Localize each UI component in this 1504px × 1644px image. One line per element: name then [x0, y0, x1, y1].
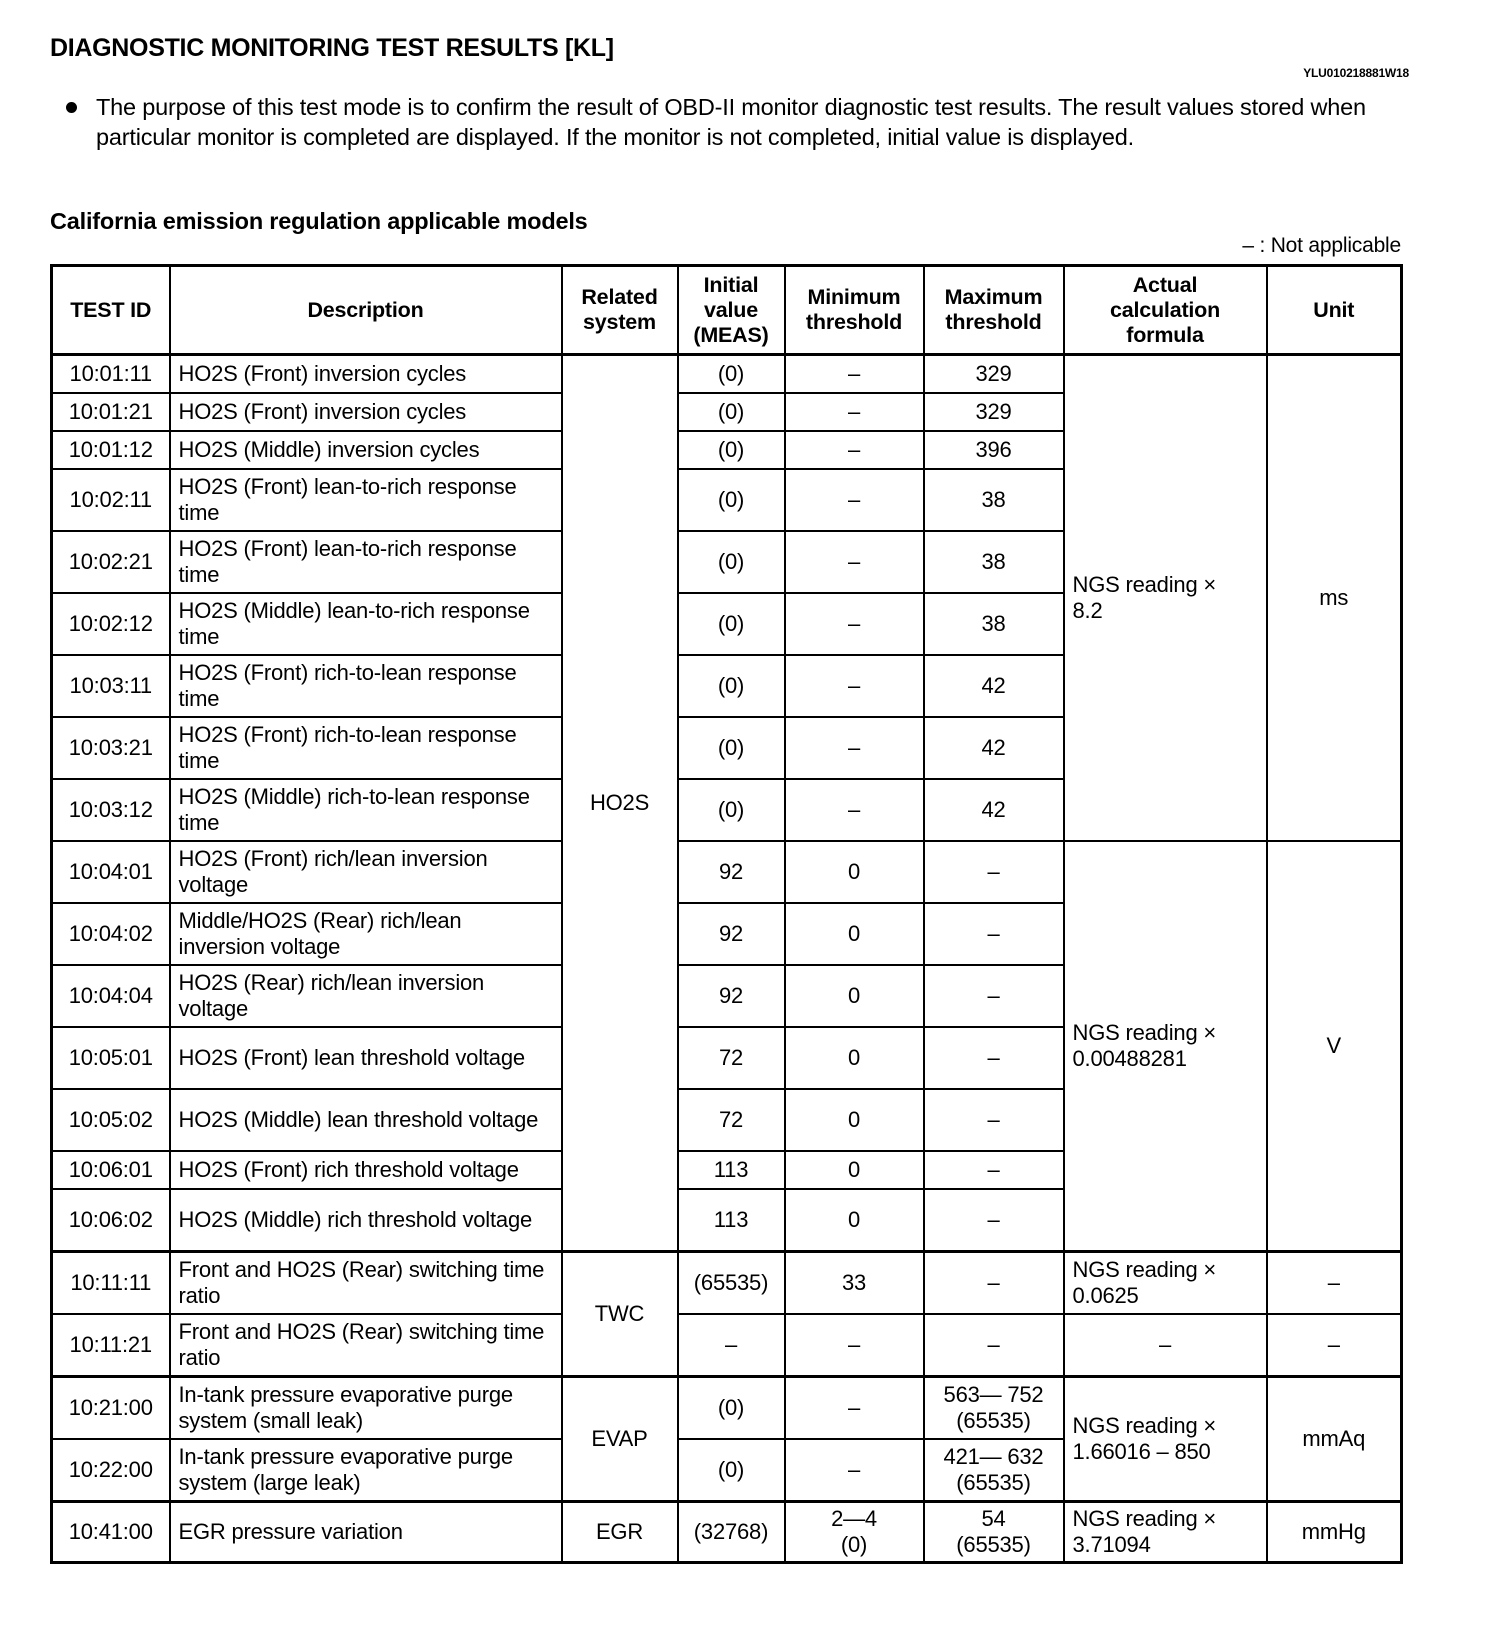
description: HO2S (Middle) inversion cycles	[170, 431, 562, 469]
max-threshold: 563— 752 (65535)	[924, 1377, 1064, 1440]
table-row	[52, 1502, 1402, 1563]
initial-value: (0)	[678, 531, 785, 593]
initial-value: 72	[678, 1027, 785, 1089]
initial-value: 113	[678, 1151, 785, 1189]
max-threshold: 329	[924, 355, 1064, 394]
col-header-description: Description	[170, 266, 562, 355]
description: HO2S (Rear) rich/lean inversion voltage	[170, 965, 562, 1027]
test-id: 10:04:04	[52, 965, 170, 1027]
min-threshold: –	[785, 1314, 924, 1377]
min-threshold: 2—4 (0)	[785, 1502, 924, 1563]
description: Middle/HO2S (Rear) rich/lean inversion voltage	[170, 903, 562, 965]
calculation-formula: NGS reading × 0.00488281	[1064, 841, 1267, 1252]
initial-value: (0)	[678, 393, 785, 431]
col-header-unit: Unit	[1267, 266, 1402, 355]
section-subtitle: California emission regulation applicable models	[50, 208, 588, 234]
initial-value: 92	[678, 965, 785, 1027]
initial-value: –	[678, 1314, 785, 1377]
initial-value: (0)	[678, 655, 785, 717]
min-threshold: 0	[785, 841, 924, 903]
table-row	[52, 355, 1402, 394]
description: HO2S (Front) rich/lean inversion voltage	[170, 841, 562, 903]
calculation-formula: NGS reading × 3.71094	[1064, 1502, 1267, 1563]
initial-value: (32768)	[678, 1502, 785, 1563]
max-threshold: –	[924, 965, 1064, 1027]
max-threshold: 42	[924, 655, 1064, 717]
min-threshold: 33	[785, 1252, 924, 1315]
description: EGR pressure variation	[170, 1502, 562, 1563]
col-header-min-threshold: Minimum threshold	[785, 266, 924, 355]
initial-value: (0)	[678, 469, 785, 531]
test-id: 10:05:01	[52, 1027, 170, 1089]
initial-value: 92	[678, 903, 785, 965]
test-id: 10:22:00	[52, 1439, 170, 1502]
max-threshold: –	[924, 1089, 1064, 1151]
bullet-icon	[66, 102, 77, 113]
description: HO2S (Front) rich-to-lean response time	[170, 655, 562, 717]
description: HO2S (Front) lean threshold voltage	[170, 1027, 562, 1089]
test-id: 10:03:11	[52, 655, 170, 717]
related-system: TWC	[562, 1252, 678, 1377]
unit: –	[1267, 1314, 1402, 1377]
max-threshold: –	[924, 1151, 1064, 1189]
min-threshold: –	[785, 593, 924, 655]
related-system: HO2S	[562, 355, 678, 1252]
max-threshold: 396	[924, 431, 1064, 469]
description: HO2S (Front) lean-to-rich response time	[170, 531, 562, 593]
min-threshold: 0	[785, 1151, 924, 1189]
min-threshold: –	[785, 1377, 924, 1440]
description: HO2S (Middle) rich threshold voltage	[170, 1189, 562, 1252]
max-threshold: 421— 632 (65535)	[924, 1439, 1064, 1502]
table-header-row	[52, 266, 1402, 355]
test-id: 10:04:02	[52, 903, 170, 965]
description: HO2S (Front) inversion cycles	[170, 393, 562, 431]
initial-value: 92	[678, 841, 785, 903]
test-id: 10:03:12	[52, 779, 170, 841]
not-applicable-legend: – : Not applicable	[1242, 234, 1401, 257]
test-id: 10:05:02	[52, 1089, 170, 1151]
description: Front and HO2S (Rear) switching time ratio	[170, 1314, 562, 1377]
test-id: 10:41:00	[52, 1502, 170, 1563]
min-threshold: –	[785, 655, 924, 717]
related-system: EVAP	[562, 1377, 678, 1502]
min-threshold: –	[785, 531, 924, 593]
unit: V	[1267, 841, 1402, 1252]
min-threshold: 0	[785, 1189, 924, 1252]
min-threshold: –	[785, 355, 924, 394]
page-title: DIAGNOSTIC MONITORING TEST RESULTS [KL]	[50, 34, 614, 62]
description: HO2S (Middle) lean threshold voltage	[170, 1089, 562, 1151]
initial-value: (0)	[678, 717, 785, 779]
max-threshold: –	[924, 1027, 1064, 1089]
max-threshold: 42	[924, 717, 1064, 779]
max-threshold: –	[924, 903, 1064, 965]
test-id: 10:04:01	[52, 841, 170, 903]
initial-value: (0)	[678, 1439, 785, 1502]
test-id: 10:06:02	[52, 1189, 170, 1252]
max-threshold: –	[924, 1189, 1064, 1252]
test-id: 10:03:21	[52, 717, 170, 779]
min-threshold: 0	[785, 965, 924, 1027]
document-id: YLU010218881W18	[1303, 66, 1409, 80]
col-header-initial-value: Initial value (MEAS)	[678, 266, 785, 355]
description: In-tank pressure evaporative purge system (small leak)	[170, 1377, 562, 1440]
max-threshold: 54 (65535)	[924, 1502, 1064, 1563]
min-threshold: –	[785, 431, 924, 469]
min-threshold: 0	[785, 1027, 924, 1089]
test-results-table	[50, 264, 1403, 1564]
min-threshold: –	[785, 717, 924, 779]
min-threshold: –	[785, 393, 924, 431]
table-row	[52, 841, 1402, 903]
calculation-formula: NGS reading × 8.2	[1064, 355, 1267, 842]
initial-value: 113	[678, 1189, 785, 1252]
description: HO2S (Front) rich-to-lean response time	[170, 717, 562, 779]
initial-value: (65535)	[678, 1252, 785, 1315]
unit: mmHg	[1267, 1502, 1402, 1563]
max-threshold: 42	[924, 779, 1064, 841]
min-threshold: 0	[785, 903, 924, 965]
unit: –	[1267, 1252, 1402, 1315]
description: HO2S (Middle) rich-to-lean response time	[170, 779, 562, 841]
test-id: 10:06:01	[52, 1151, 170, 1189]
description: HO2S (Front) lean-to-rich response time	[170, 469, 562, 531]
col-header-test-id: TEST ID	[52, 266, 170, 355]
unit: mmAq	[1267, 1377, 1402, 1502]
description: Front and HO2S (Rear) switching time ratio	[170, 1252, 562, 1315]
description: In-tank pressure evaporative purge system (large leak)	[170, 1439, 562, 1502]
test-id: 10:01:11	[52, 355, 170, 394]
max-threshold: –	[924, 841, 1064, 903]
calculation-formula: NGS reading × 1.66016 – 850	[1064, 1377, 1267, 1502]
col-header-max-threshold: Maximum threshold	[924, 266, 1064, 355]
max-threshold: –	[924, 1252, 1064, 1315]
test-id: 10:21:00	[52, 1377, 170, 1440]
min-threshold: 0	[785, 1089, 924, 1151]
min-threshold: –	[785, 779, 924, 841]
related-system: EGR	[562, 1502, 678, 1563]
test-id: 10:02:12	[52, 593, 170, 655]
col-header-formula: Actual calculation formula	[1064, 266, 1267, 355]
max-threshold: 329	[924, 393, 1064, 431]
calculation-formula: NGS reading × 0.0625	[1064, 1252, 1267, 1315]
test-id: 10:11:11	[52, 1252, 170, 1315]
initial-value: 72	[678, 1089, 785, 1151]
description: HO2S (Front) inversion cycles	[170, 355, 562, 394]
min-threshold: –	[785, 1439, 924, 1502]
table-row	[52, 1314, 1402, 1377]
max-threshold: –	[924, 1314, 1064, 1377]
test-id: 10:01:21	[52, 393, 170, 431]
test-id: 10:01:12	[52, 431, 170, 469]
description: HO2S (Front) rich threshold voltage	[170, 1151, 562, 1189]
max-threshold: 38	[924, 531, 1064, 593]
initial-value: (0)	[678, 355, 785, 394]
description: HO2S (Middle) lean-to-rich response time	[170, 593, 562, 655]
min-threshold: –	[785, 469, 924, 531]
initial-value: (0)	[678, 1377, 785, 1440]
test-id: 10:02:21	[52, 531, 170, 593]
test-id: 10:11:21	[52, 1314, 170, 1377]
col-header-related-system: Related system	[562, 266, 678, 355]
initial-value: (0)	[678, 779, 785, 841]
intro-text: The purpose of this test mode is to confirm the result of OBD-II monitor diagnostic test results. The result values stored when particular monitor is completed are displayed. If the monitor is not completed, initial value is displayed.	[96, 94, 1366, 150]
initial-value: (0)	[678, 593, 785, 655]
max-threshold: 38	[924, 469, 1064, 531]
unit: ms	[1267, 355, 1402, 842]
max-threshold: 38	[924, 593, 1064, 655]
table-row	[52, 1252, 1402, 1315]
test-id: 10:02:11	[52, 469, 170, 531]
initial-value: (0)	[678, 431, 785, 469]
table-row	[52, 1377, 1402, 1440]
calculation-formula: –	[1064, 1314, 1267, 1377]
